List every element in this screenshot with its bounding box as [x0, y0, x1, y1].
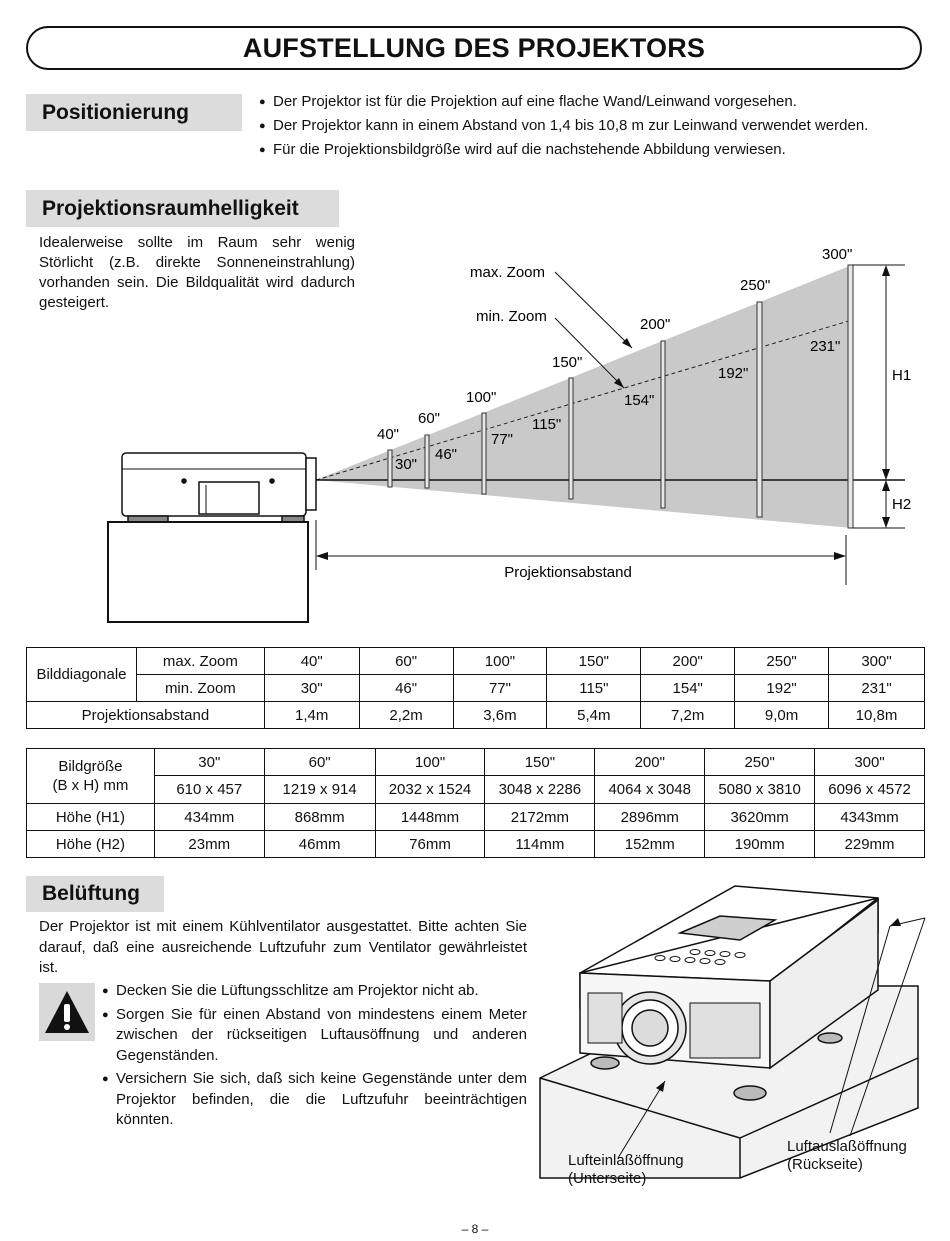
cell: 1,4m: [264, 702, 359, 729]
cell: 6096 x 4572: [815, 776, 925, 804]
cell: 231": [829, 675, 925, 702]
label-h2: Höhe (H2): [27, 831, 155, 858]
cell: 2172mm: [485, 804, 595, 831]
screen-40: [388, 450, 392, 487]
screen-60: [425, 435, 429, 488]
positioning-bullet-2: ● Der Projektor kann in einem Abstand von 1,4 bis 10,8 m zur Leinwand verwendet werden.: [259, 114, 939, 138]
max-size-40: 40": [377, 426, 400, 443]
cell: 868mm: [264, 804, 375, 831]
max-size-250: 250": [740, 277, 771, 294]
ventilation-bullet-3: ● Versichern Sie sich, daß sich keine Gegenstände unter dem Projektor befinden, die die Luftzufuhr beeinträchtigen könnten.: [102, 1069, 527, 1131]
cell: 4343mm: [815, 804, 925, 831]
outlet-label-line-1: Luftauslaßöffnung: [787, 1138, 907, 1155]
label-distance: Projektionsabstand: [27, 702, 265, 729]
cell: 434mm: [154, 804, 264, 831]
cell: 30": [264, 675, 359, 702]
cell: 152mm: [595, 831, 705, 858]
min-size-46: 46": [435, 446, 458, 463]
max-size-100: 100": [466, 389, 497, 406]
min-size-115: 115": [532, 416, 562, 433]
cell: 250": [705, 749, 815, 776]
screen-200: [661, 341, 665, 508]
ventilation-text: Der Projektor ist mit einem Kühlventilator ausgestattet. Bitte achten Sie darauf, daß eine ausreichende Luftzufuhr zum Ventilator gewährleistet ist.: [39, 918, 527, 976]
h2-label: H2: [892, 496, 912, 513]
outlet-label: [787, 1138, 907, 1174]
screen-300: [848, 265, 853, 528]
table-image-size: [26, 748, 925, 858]
label-min-zoom: min. Zoom: [136, 675, 264, 702]
cell: 3620mm: [705, 804, 815, 831]
table-screen-distance: [26, 647, 925, 729]
cell: 300": [829, 648, 925, 675]
row-header-size: [27, 749, 155, 804]
ventilation-bullet-2: ● Sorgen Sie für einen Abstand von mindestens einem Meter zwischen der rückseitigen Luftausöffnung und anderen Gegenständen.: [102, 1005, 527, 1067]
cell: 5080 x 3810: [705, 776, 815, 804]
cell: 200": [595, 749, 705, 776]
page-title: AUFSTELLUNG DES PROJEKTORS: [26, 26, 922, 70]
inlet-label-line-1: Lufteinlaßöffnung: [568, 1152, 684, 1169]
section-heading-brightness: Projektionsraumhelligkeit: [26, 190, 339, 227]
cell: 4064 x 3048: [595, 776, 705, 804]
projector-side-illustration: [108, 453, 316, 622]
h1-label: H1: [892, 367, 912, 384]
ventilation-list: [102, 981, 527, 1134]
cell: 192": [735, 675, 829, 702]
max-zoom-label: max. Zoom: [470, 264, 546, 281]
size-label-1: Bildgröße: [58, 758, 123, 775]
label-max-zoom: max. Zoom: [136, 648, 264, 675]
cell: 1448mm: [375, 804, 485, 831]
row-header-diagonal: Bilddiagonale: [27, 648, 137, 702]
min-size-231: 231": [810, 338, 841, 355]
min-size-192: 192": [718, 365, 749, 382]
cell: 150": [485, 749, 595, 776]
cell: 46": [359, 675, 453, 702]
brightness-text: Idealerweise sollte im Raum sehr wenig Störlicht (z.B. direkte Sonneneinstrahlung) vorhanden sein. Die Bildqualität wird dadurch gesteigert.: [39, 234, 355, 311]
cell: 46mm: [264, 831, 375, 858]
cell: 30": [154, 749, 264, 776]
cell: 2,2m: [359, 702, 453, 729]
positioning-bullet-1: ● Der Projektor ist für die Projektion auf eine flache Wand/Leinwand vorgesehen.: [259, 90, 939, 114]
cell: 115": [547, 675, 641, 702]
cell: 23mm: [154, 831, 264, 858]
cell: 77": [453, 675, 547, 702]
section-heading-ventilation: Belüftung: [26, 876, 164, 912]
cell: 610 x 457: [154, 776, 264, 804]
max-size-150: 150": [552, 354, 583, 371]
cell: 60": [359, 648, 453, 675]
min-size-154: 154": [624, 392, 655, 409]
cell: 9,0m: [735, 702, 829, 729]
positioning-bullet-3: ● Für die Projektionsbildgröße wird auf die nachstehende Abbildung verwiesen.: [259, 138, 939, 162]
inlet-label: [568, 1152, 684, 1188]
cell: 100": [453, 648, 547, 675]
max-size-300: 300": [822, 246, 853, 263]
screen-250: [757, 302, 762, 517]
cell: 200": [641, 648, 735, 675]
cell: 76mm: [375, 831, 485, 858]
cell: 2032 x 1524: [375, 776, 485, 804]
cell: 190mm: [705, 831, 815, 858]
cell: 1219 x 914: [264, 776, 375, 804]
cell: 5,4m: [547, 702, 641, 729]
screen-150: [569, 378, 573, 499]
cell: 150": [547, 648, 641, 675]
distance-label: Projektionsabstand: [504, 564, 632, 581]
cell: 10,8m: [829, 702, 925, 729]
outlet-label-line-2: (Rückseite): [787, 1156, 863, 1173]
min-zoom-label: min. Zoom: [476, 308, 547, 325]
cell: 114mm: [485, 831, 595, 858]
max-size-60: 60": [418, 410, 441, 427]
max-size-200: 200": [640, 316, 671, 333]
cell: 154": [641, 675, 735, 702]
screen-100: [482, 413, 486, 494]
min-size-30: 30": [395, 456, 418, 473]
inlet-label-line-2: (Unterseite): [568, 1170, 647, 1187]
cell: 100": [375, 749, 485, 776]
min-size-77: 77": [491, 431, 514, 448]
cell: 60": [264, 749, 375, 776]
label-h1: Höhe (H1): [27, 804, 155, 831]
projection-cone: [316, 265, 852, 528]
size-label-2: (B x H) mm: [52, 777, 129, 794]
cell: 2896mm: [595, 804, 705, 831]
cell: 7,2m: [641, 702, 735, 729]
cell: 3,6m: [453, 702, 547, 729]
cell: 300": [815, 749, 925, 776]
cell: 3048 x 2286: [485, 776, 595, 804]
page-number: – 8 –: [461, 1222, 489, 1236]
cell: 250": [735, 648, 829, 675]
cell: 40": [264, 648, 359, 675]
cell: 229mm: [815, 831, 925, 858]
warning-triangle-icon: [39, 983, 95, 1041]
section-heading-positioning: Positionierung: [26, 94, 242, 131]
ventilation-bullet-1: ● Decken Sie die Lüftungsschlitze am Projektor nicht ab.: [102, 981, 527, 1002]
